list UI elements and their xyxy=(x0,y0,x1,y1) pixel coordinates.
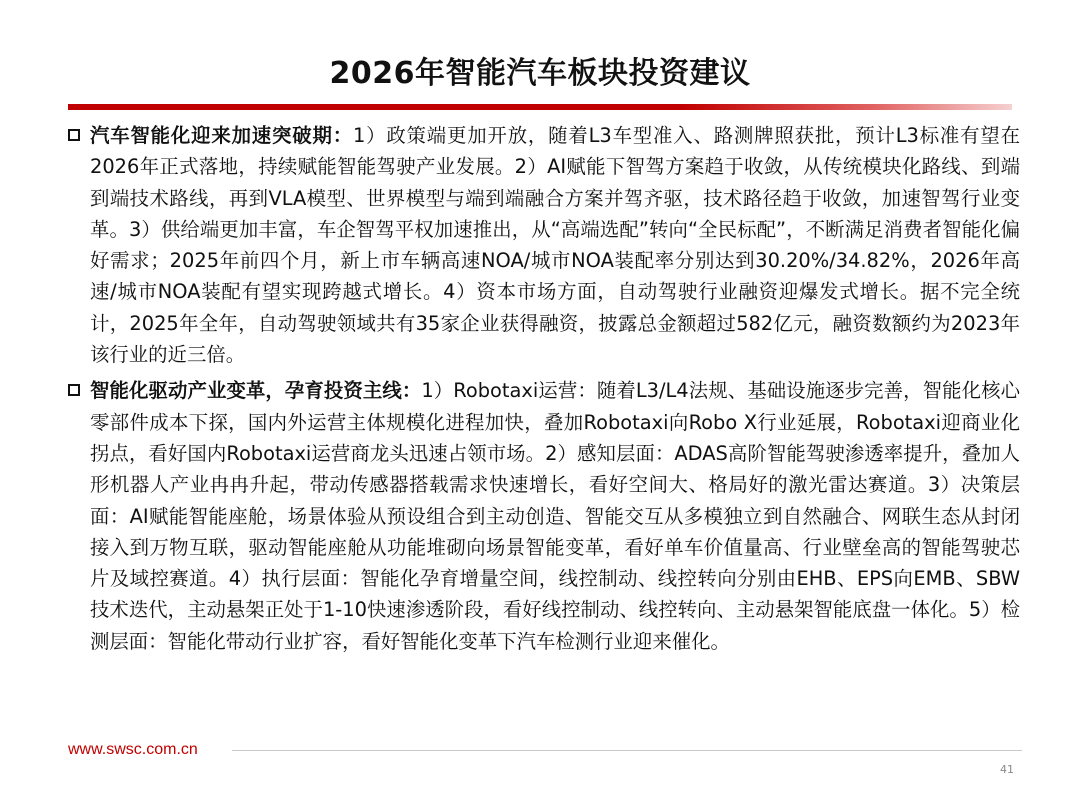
square-bullet-icon xyxy=(68,129,80,141)
bullet-item-2 xyxy=(68,375,1020,657)
bullet-item-1 xyxy=(68,120,1020,370)
bullet-body-2: 1）Robotaxi运营：随着L3/L4法规、基础设施逐步完善，智能化核心零部件成本下探，国内外运营主体规模化进程加快，叠加Robotaxi向Robo X行业延展，Robotaxi迎商业化拐点，看好国内Robotaxi运营商龙头迅速占领市场。2）感知层面：ADAS高阶智能驾驶渗透率提升，叠加人形机器人产业冉冉升起，带动传感器搭载需求快速增长，看好空间大、格局好的激光雷达赛道。3）决策层面：AI赋能智能座舱，场景体验从预设组合到主动创造、智能交互从多模独立到自然融合、网联生态从封闭接入到万物互联，驱动智能座舱从功能堆砌向场景智能变革，看好单车价值量高、行业壁垒高的智能驾驶芯片及域控赛道。4）执行层面：智能化孕育增量空间，线控制动、线控转向分别由EHB、EPS向EMB、SBW技术迭代，主动悬架正处于1-10快速渗透阶段，看好线控制动、线控转向、主动悬架智能底盘一体化。5）检测层面：智能化带动行业扩容，看好智能化变革下汽车检测行业迎来催化。 xyxy=(90,379,1020,653)
bullet-body-1: 1）政策端更加开放，随着L3车型准入、路测牌照获批，预计L3标准有望在2026年正式落地，持续赋能智能驾驶产业发展。2）AI赋能下智驾方案趋于收敛，从传统模块化路线、到端到端技术路线，再到VLA模型、世界模型与端到端融合方案并驾齐驱，技术路径趋于收敛，加速智驾行业变革。3）供给端更加丰富，车企智驾平权加速推出，从“高端选配”转向“全民标配”，不断满足消费者智能化偏好需求；2025年前四个月，新上市车辆高速NOA/城市NOA装配率分别达到30.20%/34.82%，2026年高速/城市NOA装配有望实现跨越式增长。4）资本市场方面，自动驾驶行业融资迎爆发式增长。据不完全统计，2025年全年，自动驾驶领域共有35家企业获得融资，披露总金额超过582亿元，融资数额约为2023年该行业的近三倍。 xyxy=(90,124,1020,367)
bullet-heading-1: 汽车智能化迎来加速突破期： xyxy=(90,124,353,147)
bullet-heading-2: 智能化驱动产业变革，孕育投资主线： xyxy=(90,379,422,403)
footer-divider xyxy=(232,750,1022,751)
page-number: 41 xyxy=(1000,763,1014,776)
footer-website-link[interactable]: www.swsc.com.cn xyxy=(68,741,198,758)
square-bullet-icon xyxy=(68,384,80,396)
bullet-list xyxy=(68,120,1020,662)
page-title: 2026年智能汽车板块投资建议 xyxy=(329,56,751,91)
title-divider xyxy=(68,104,1012,110)
